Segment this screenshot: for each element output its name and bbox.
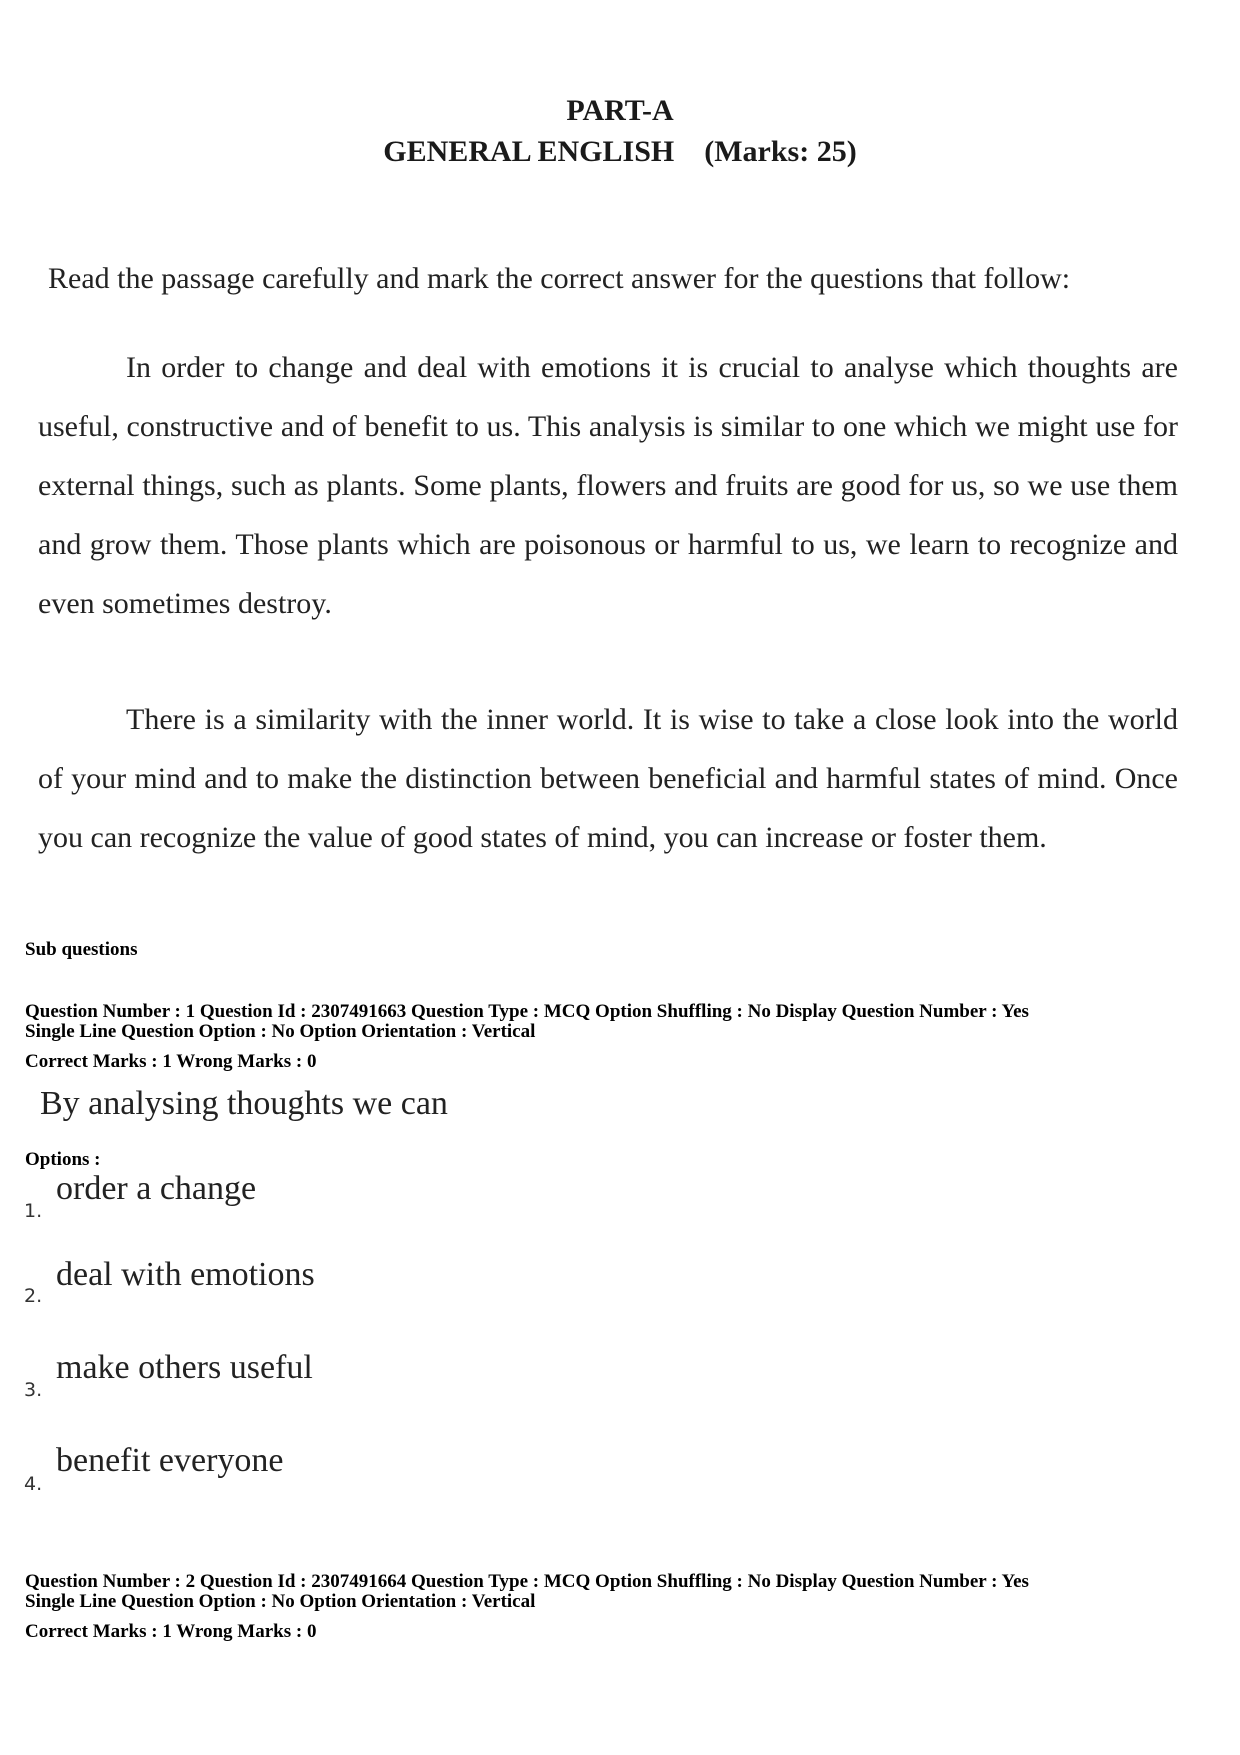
passage-paragraph-2: There is a similarity with the inner world. It is wise to take a close look into the world of your mind and to make the distinction between beneficial and harmful states of mind. Once you can recognize the value of good states of mind, you can increase or foster them. xyxy=(38,703,1178,854)
question-1-text: By analysing thoughts we can xyxy=(40,1085,448,1122)
section-title xyxy=(0,135,1240,169)
option-4-number: 4. xyxy=(24,1473,43,1495)
option-4-text: benefit everyone xyxy=(56,1442,284,1479)
question-1-options-label: Options : xyxy=(25,1149,101,1170)
section-marks: (Marks: 25) xyxy=(704,135,857,168)
question-2-meta-line-2: Single Line Question Option : No Option Orientation : Vertical xyxy=(25,1591,536,1612)
question-1-meta-line-1: Question Number : 1 Question Id : 2307491663 Question Type : MCQ Option Shuffling : No Display Question Number : Yes xyxy=(25,1001,1029,1022)
option-1-text: order a change xyxy=(56,1170,257,1207)
passage-instruction: Read the passage carefully and mark the correct answer for the questions that follow: xyxy=(48,262,1071,295)
option-2-number: 2. xyxy=(24,1285,43,1307)
section-name: GENERAL ENGLISH xyxy=(383,135,675,168)
option-3-text: make others useful xyxy=(56,1349,313,1386)
question-2-marks: Correct Marks : 1 Wrong Marks : 0 xyxy=(25,1621,317,1642)
question-2-meta-line-1: Question Number : 2 Question Id : 2307491664 Question Type : MCQ Option Shuffling : No Display Question Number : Yes xyxy=(25,1571,1029,1592)
option-2-text: deal with emotions xyxy=(56,1256,315,1293)
part-title: PART-A xyxy=(566,94,674,127)
option-1-number: 1. xyxy=(24,1200,43,1222)
option-3-number: 3. xyxy=(24,1379,43,1401)
question-1-meta-line-2: Single Line Question Option : No Option Orientation : Vertical xyxy=(25,1021,536,1042)
passage-paragraph-1: In order to change and deal with emotions it is crucial to analyse which thoughts are useful, constructive and of benefit to us. This analysis is similar to one which we might use for external things, such as plants. Some plants, flowers and fruits are good for us, so we use them and grow them. Those plants which are poisonous or harmful to us, we learn to recognize and even sometimes destroy. xyxy=(38,351,1178,620)
sub-questions-label: Sub questions xyxy=(25,939,138,960)
question-1-marks: Correct Marks : 1 Wrong Marks : 0 xyxy=(25,1051,317,1072)
